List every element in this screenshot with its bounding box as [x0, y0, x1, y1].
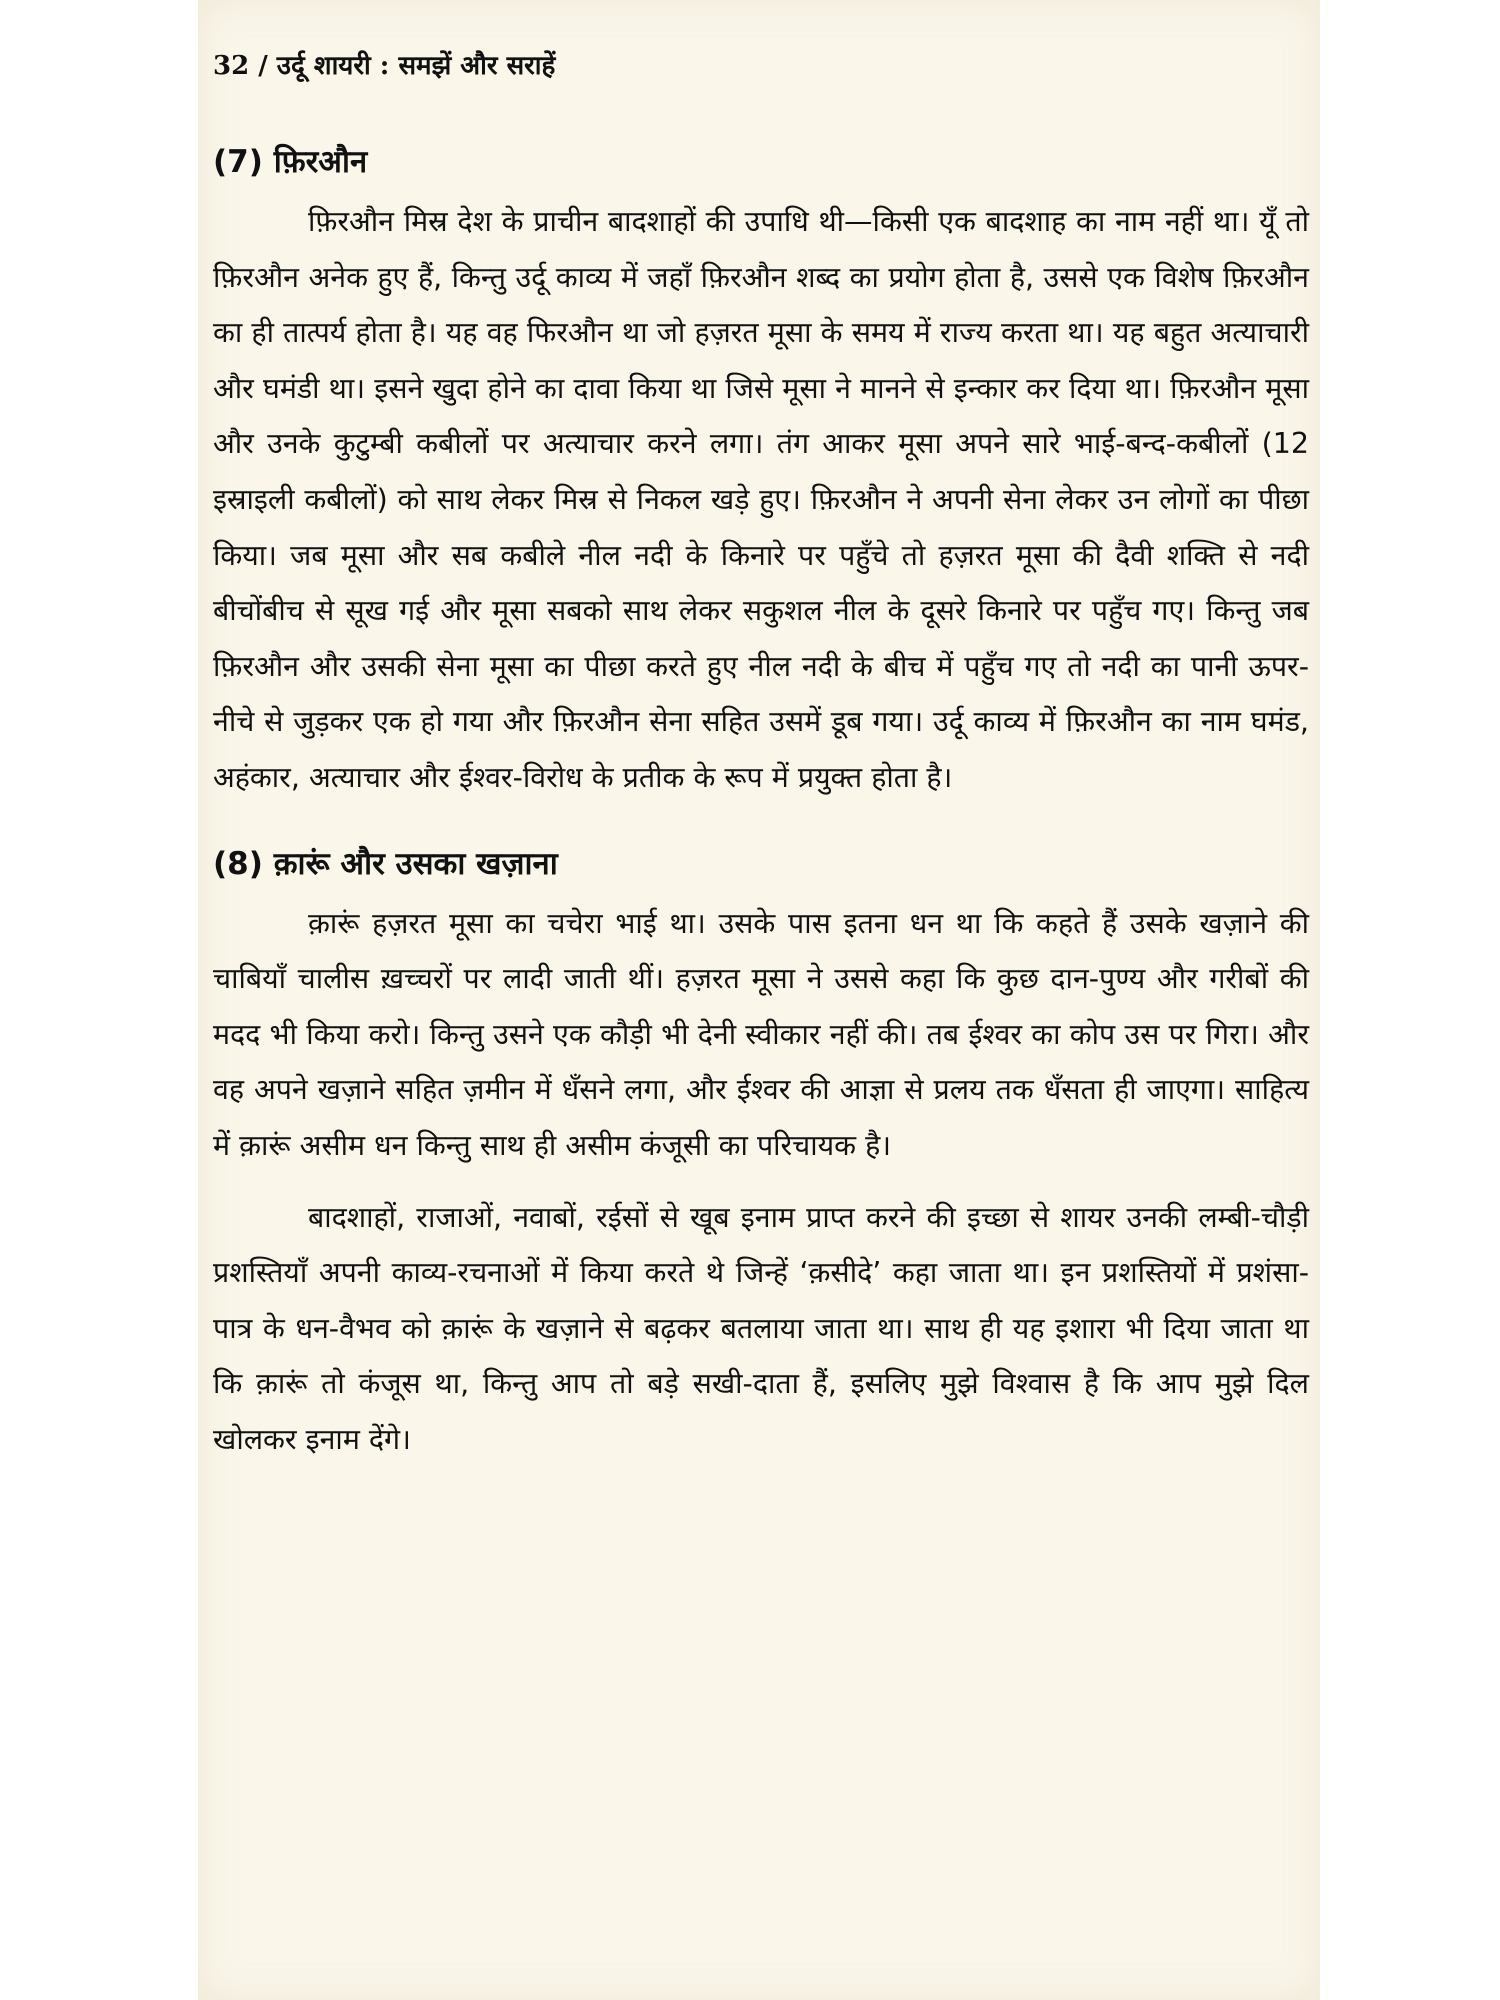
section-8-paragraph-1: क़ारूं हज़रत मूसा का चचेरा भाई था। उसके पास इतना धन था कि कहते हैं उसके खज़ाने की चाबियाँ चालीस ख़च्चरों पर लादी जाती थीं। हज़रत मूसा ने उससे कहा कि कुछ दान-पुण्य और गरीबों की मदद भी किया करो। किन्तु उसने एक कौड़ी भी देनी स्वीकार नहीं की। तब ईश्वर का कोप उस पर गिरा। और वह अपने खज़ाने सहित ज़मीन में धँसने लगा, और ईश्वर की आज्ञा से प्रलय तक धँसता ही जाएगा। साहित्य में क़ारूं असीम धन किन्तु साथ ही असीम कंजूसी का परिचायक है। — [213, 906, 1309, 1162]
page-content — [213, 48, 1309, 1467]
running-header: 32 / उर्दू शायरी : समझें और सराहें — [213, 51, 556, 81]
book-page — [198, 0, 1320, 2000]
section-7-heading: (7) फ़िरऔन — [213, 144, 368, 180]
section-8-heading: (8) क़ारूं और उसका खज़ाना — [213, 845, 558, 882]
section-7-paragraph: फ़िरऔन मिस्र देश के प्राचीन बादशाहों की उपाधि थी—किसी एक बादशाह का नाम नहीं था। यूँ तो फ़िरऔन अनेक हुए हैं, किन्तु उर्दू काव्य में जहाँ फ़िरऔन शब्द का प्रयोग होता है, उससे एक विशेष फ़िरऔन का ही तात्पर्य होता है। यह वह फिरऔन था जो हज़रत मूसा के समय में राज्य करता था। यह बहुत अत्याचारी और घमंडी था। इसने खुदा होने का दावा किया था जिसे मूसा ने मानने से इन्कार कर दिया था। फ़िरऔन मूसा और उनके कुटुम्बी कबीलों पर अत्याचार करने लगा। तंग आकर मूसा अपने सारे भाई-बन्द-कबीलों (12 इस्राइली कबीलों) को साथ लेकर मिस्र से निकल खड़े हुए। फ़िरऔन ने अपनी सेना लेकर उन लोगों का पीछा किया। जब मूसा और सब कबीले नील नदी के किनारे पर पहुँचे तो हज़रत मूसा की दैवी शक्ति से नदी बीचोंबीच से सूख गई और मूसा सबको साथ लेकर सकुशल नील के दूसरे किनारे पर पहुँच गए। किन्तु जब फ़िरऔन और उसकी सेना मूसा का पीछा करते हुए नील नदी के बीच में पहुँच गए तो नदी का पानी ऊपर-नीचे से जुड़कर एक हो गया और फ़िरऔन सेना सहित उसमें डूब गया। उर्दू काव्य में फ़िरऔन का नाम घमंड, अहंकार, अत्याचार और ईश्वर-विरोध के प्रतीक के रूप में प्रयुक्त होता है। — [213, 205, 1309, 794]
section-8-paragraph-2: बादशाहों, राजाओं, नवाबों, रईसों से खूब इनाम प्राप्त करने की इच्छा से शायर उनकी लम्बी-चौड़ी प्रशस्तियाँ अपनी काव्य-रचनाओं में किया करते थे जिन्हें ‘क़सीदे’ कहा जाता था। इन प्रशस्तियों में प्रशंसा-पात्र के धन-वैभव को क़ारूं के खज़ाने से बढ़कर बतलाया जाता था। साथ ही यह इशारा भी दिया जाता था कि क़ारूं तो कंजूस था, किन्तु आप तो बड़े सखी-दाता हैं, इसलिए मुझे विश्वास है कि आप मुझे दिल खोलकर इनाम देंगे। — [213, 1200, 1309, 1456]
